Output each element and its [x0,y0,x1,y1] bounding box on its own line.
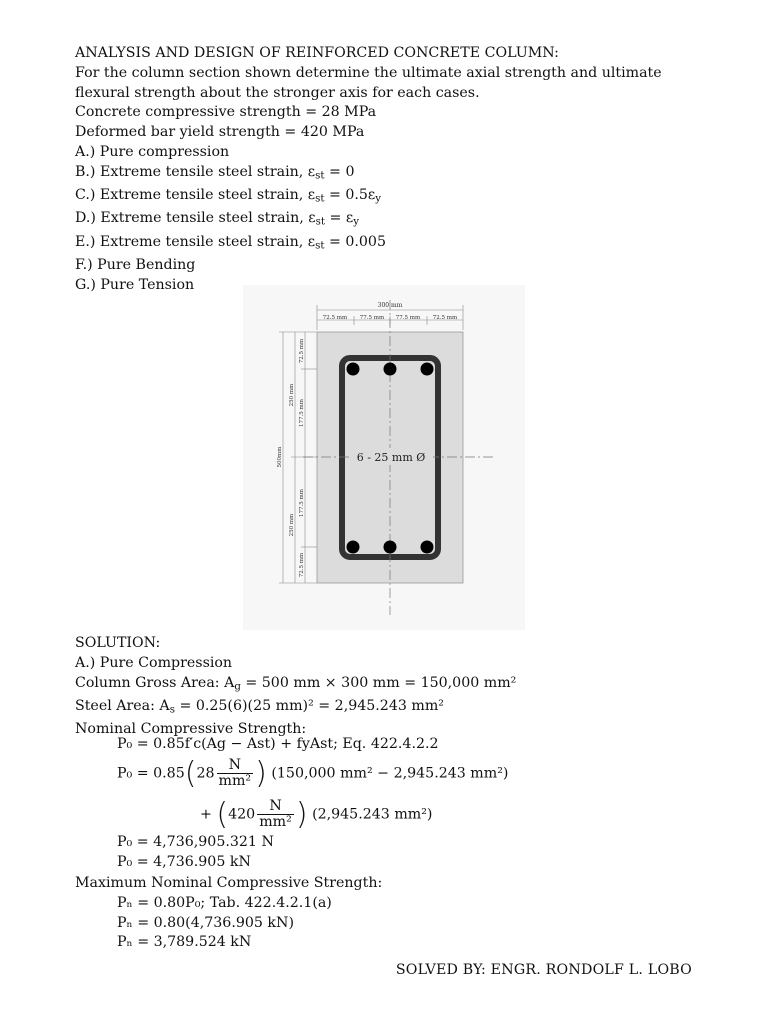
case-f: F.) Pure Bending [75,257,196,274]
gross-area: Column Gross Area: $A_g = 500$ mm × 300 mm = 150,000 mm² [75,674,517,693]
eq-pn-substitution: Pₙ = 0.80(4,736.905 kN) [117,915,294,931]
dim-width-label: 300 mm [377,302,403,309]
solution-heading: SOLUTION: [75,635,161,651]
steel-yield-strength: Deformed bar yield strength = 420 MPa [75,124,365,141]
eq-po-kn: P₀ = 4,736.905 kN [117,854,251,870]
nominal-heading: Nominal Compressive Strength: [75,721,307,738]
rebar [347,363,360,376]
eq-pn-result: Pₙ = 3,789.524 kN [117,934,252,950]
problem-title: ANALYSIS AND DESIGN OF REINFORCED CONCRETE COLUMN: [75,45,559,61]
dim-cover-bottom: 72.5 mm [299,552,305,578]
eq-po-substitution-cont: + (420 $\frac{N}{\text{mm²}}$ ) (2,945.243 mm²) [200,797,433,832]
dim-half-bottom: 250 mm [289,513,295,537]
dim-half-top: 250 mm [289,383,295,407]
dim-height-label: 500mm [277,446,283,468]
eq-pn-formula: Pₙ = 0.80P₀; Tab. 422.4.2.1(a) [117,895,332,911]
dim-top-1: 72.5 mm [322,315,348,321]
eq-po-formula: P₀ = 0.85f′c(Ag − Ast) + fyAst; Eq. 422.4.2.2 [117,736,439,752]
bar-label: 6 - 25 mm Ø [356,451,426,464]
dim-bar-spacing-bottom: 177.5 mm [299,489,305,517]
case-a: A.) Pure compression [75,143,230,160]
case-d: D.) Extreme tensile steel strain, $\varepsilon_{st} = \varepsilon_y$ [75,210,360,229]
dim-top-4: 72.5 mm [432,315,458,321]
case-e: E.) Extreme tensile steel strain, $\varepsilon_{st} = 0.005$ [75,233,386,252]
case-c: C.) Extreme tensile steel strain, $\varepsilon_{st} = 0.5\varepsilon_y$ [75,187,382,205]
eq-po-newton: P₀ = 4,736,905.321 N [117,834,274,850]
steel-area: Steel Area: $A_s = 0.25(6)(25$ mm)² = 2,945.243 mm² [75,697,444,716]
part-a-heading: A.) Pure Compression [75,654,233,671]
problem-intro: For the column section shown determine the ultimate axial strength and ultimate flexural strength about the stronger axis for each cases. [75,64,662,101]
rebar [347,541,360,554]
dim-bar-spacing-top: 177.5 mm [299,399,305,427]
dim-cover-top: 72.5 mm [299,338,305,364]
case-b: B.) Extreme tensile steel strain, $\varepsilon_{st} = 0$ [75,163,355,182]
dim-top-3: 77.5 mm [395,315,421,321]
solution-block [75,634,695,740]
problem-statement [75,44,695,296]
author-credit: SOLVED BY: ENGR. RONDOLF L. LOBO [395,962,692,978]
column-section-figure [243,285,525,630]
dim-top-2: 77.5 mm [359,315,385,321]
rebar [421,541,434,554]
concrete-strength: Concrete compressive strength = 28 MPa [75,104,377,121]
rebar [421,363,434,376]
rebar [384,363,397,376]
rebar [384,541,397,554]
case-g: G.) Pure Tension [75,276,195,293]
eq-po-substitution: P₀ = 0.85(28 $\frac{N}{\text{mm²}}$ ) (150,000 mm² − 2,945.243 mm²) [117,756,509,791]
max-nominal-heading: Maximum Nominal Compressive Strength: [75,875,383,891]
